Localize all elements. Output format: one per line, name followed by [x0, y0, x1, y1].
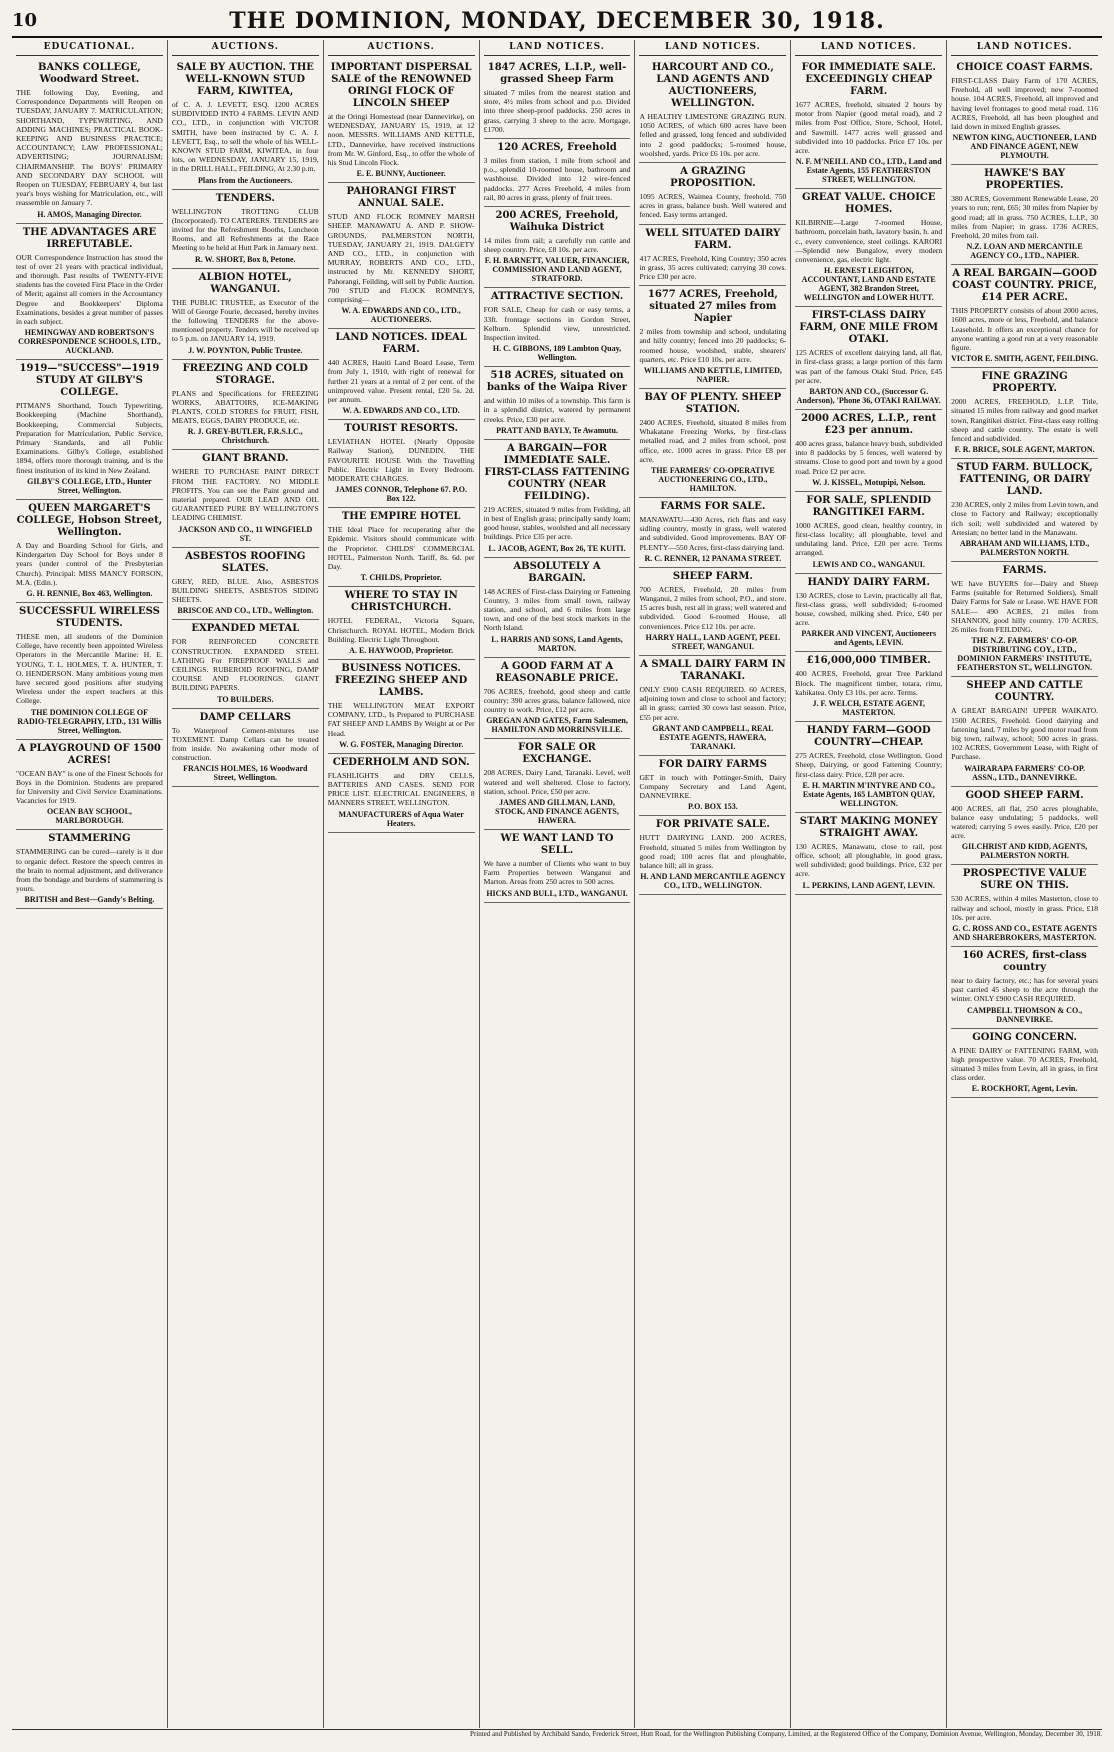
advertisement	[328, 183, 475, 329]
ad-heading: WE WANT LAND TO SELL.	[500, 832, 614, 856]
ad-body: THE PUBLIC TRUSTEE, as Executor of the Will of George Fourie, deceased, hereby invites the following TENDERS for the above-mentioned property. Tenders will be received up to 5 p.m. on JANUARY 14, 1919.	[171, 297, 319, 344]
ad-heading: SALE BY AUCTION. THE WELL-KNOWN STUD FARM, KIWITEA,	[176, 62, 314, 97]
ad-signature: F. R. BRICE, SOLE AGENT, MARTON.	[954, 445, 1095, 455]
advertisement	[951, 865, 1098, 947]
column-heading: AUCTIONS.	[172, 40, 319, 56]
ad-body: THE Ideal Place for recuperating after the Epidemic. Visitors should communicate with the Proprietor. CHILDS' COMMERCIAL HOTEL, Palmerston North. Tariff, 8s. 6d. per Day.	[327, 525, 475, 572]
ad-signature: W. G. FOSTER, Managing Director.	[339, 739, 464, 749]
ad-heading: A BARGAIN—FOR IMMEDIATE SALE. FIRST-CLASS FATTENING COUNTRY (NEAR FEILDING).	[484, 442, 630, 502]
advertisement	[951, 947, 1098, 1029]
advertisement	[951, 677, 1098, 786]
ad-heading: FOR SALE, SPLENDID RANGITIKEI FARM.	[806, 494, 932, 518]
ad-heading: 120 ACRES, Freehold	[497, 142, 617, 154]
column-heading: LAND NOTICES.	[795, 40, 942, 56]
advertisement	[16, 59, 163, 224]
ad-heading: A GRAZING PROPOSITION.	[670, 166, 756, 190]
masthead-title: THE DOMINION, MONDAY, DECEMBER 30, 1918.	[229, 8, 885, 34]
ad-signature: E. ROCKHORT, Agent, Levin.	[971, 1084, 1078, 1094]
ad-heading: ALBION HOTEL, WANGANUI.	[198, 271, 292, 295]
ad-heading: CEDERHOLM AND SON.	[332, 756, 470, 768]
ad-heading: FIRST-CLASS DAIRY FARM, ONE MILE FROM OTAKI.	[799, 310, 939, 346]
ad-signature: WAIRARAPA FARMERS' CO-OP. ASSN., LTD., DANNEVIRKE.	[964, 763, 1086, 782]
masthead	[12, 6, 1102, 38]
ad-signature: F. H. BARNETT, VALUER, FINANCIER, COMMISSION AND LAND AGENT, STRATFORD.	[484, 256, 630, 284]
ad-body: 440 ACRES, Hauiti Land Board Lease, Term from July 1, 1910, with right of renewal for further 21 years at a rental of 2 per cent. of the unimproved value. Present rental, £20 5s. 2d. per annum.	[327, 358, 475, 405]
ad-body: STUD AND FLOCK ROMNEY MARSH SHEEP. MANAWATU A. AND P. SHOW-GROUNDS, PALMERSTON NORTH, TUESDAY, JANUARY 21, 1919. DALGETY AND CO., LTD., in conjunction with MURRAY, ROBERTS AND CO., LTD., instructed by Mr. KENNEDY SHORT, Pahorangi, Feilding, will sell by Public Auction. 700 STUD and FLOCK ROMNEYS, comprising—	[327, 212, 475, 305]
ad-body: and within 10 miles of a township. This farm is in a splendid district, watered by permanent creeks. Price, £30 per acre.	[483, 396, 631, 424]
ad-heading: HANDY DAIRY FARM.	[807, 576, 930, 588]
ad-heading: FARMS FOR SALE.	[660, 501, 766, 513]
ad-heading: WELL SITUATED DAIRY FARM.	[645, 227, 781, 251]
advertisement	[16, 603, 163, 740]
ad-body: 2400 ACRES, Freehold, situated 8 miles from Whakatane Freezing Works, by first-class metalled road, and 2 miles from school, post office, etc. 1000 acres in grass. Price £8 per acre.	[639, 418, 787, 464]
ad-signature: JAMES CONNOR, Telephone 67. P.O. Box 122.	[335, 485, 468, 504]
ad-signature: J. W. POYNTON, Public Trustee.	[188, 345, 303, 355]
ad-body: GREY, RED, BLUE. Also, ASBESTOS BUILDING SHEETS, ASBESTOS SIDING SHEETS.	[171, 576, 319, 605]
ad-body: 1000 ACRES, good clean, healthy country, in first-class locality; all ploughable, level and undulating land. Price, £20 per acre. Terms arranged.	[795, 520, 943, 558]
ad-signature: THE N.Z. FARMERS' CO-OP. DISTRIBUTING COY., LTD., DOMINION FARMERS' INSTITUTE, FEATHERSTON ST., WELLINGTON.	[957, 636, 1093, 673]
ad-heading: START MAKING MONEY STRAIGHT AWAY.	[799, 815, 938, 839]
advertisement	[639, 389, 786, 498]
ad-body: WE have BUYERS for—Dairy and Sheep Farms (suitable for Returned Soldiers), Small Dairy Farms for Sale or Lease. WE HAVE FOR SALE— 490 ACRES, 21 miles from SHANNON, good hilly country. 170 ACRES, 26 miles from FEILDING.	[951, 579, 1099, 635]
ad-signature: J. F. WELCH, ESTATE AGENT, MASTERTON.	[812, 699, 925, 718]
ad-signature: Plans from the Auctioneers.	[198, 175, 293, 185]
ad-signature: H. ERNEST LEIGHTON, ACCOUNTANT, LAND AND ESTATE AGENT, 382 Brandon Street, WELLINGTON and LOWER HUTT.	[801, 266, 936, 303]
imprint: Printed and Published by Archibald Sando, Frederick Street, Hutt Road, for the Wellington Publishing Company, Limited, at the Registered Office of the Company, Dominion Avenue, Wellington, Monday, December 30, 1918.	[470, 1730, 1102, 1738]
ad-heading: 160 ACRES, first-class country	[962, 949, 1087, 973]
ad-body: 1095 ACRES, Waimea County, freehold. 750 acres in grass, balance bush. Well watered and fenced. Easy terms arranged.	[639, 192, 787, 220]
advertisement	[795, 574, 942, 653]
ad-body: at the Oringi Homestead (near Dannevirke), on WEDNESDAY, JANUARY 15, 1919, at 12 noon. MESSRS. WILLIAMS AND KETTLE, LTD., Dannevirke, have received instructions from Mr. W. Ginford, Esq., to offer the whole of his Stud Lincoln Flock.	[327, 112, 475, 168]
ad-heading: SUCCESSFUL WIRELESS STUDENTS.	[19, 605, 160, 629]
ad-body: 380 ACRES, Government Renewable Lease, 20 years to run; rent, £65; 30 miles from Napier by good road; all in grass. 750 ACRES, L.I.P., 30 miles from Napier; in grass. 1736 ACRES, Freehold, 20 miles from rail.	[951, 194, 1099, 241]
ad-signature: H. AND LAND MERCANTILE AGENCY CO., LTD., WELLINGTON.	[640, 872, 786, 891]
ad-signature: JACKSON AND CO., 11 WINGFIELD ST.	[178, 524, 313, 543]
ad-signature: T. CHILDS, Proprietor.	[360, 573, 442, 583]
ad-signature: LEWIS AND CO., WANGANUI.	[812, 559, 925, 569]
advertisement	[795, 189, 942, 307]
ad-heading: GREAT VALUE. CHOICE HOMES.	[801, 192, 936, 216]
column-4	[480, 40, 636, 1728]
ad-signature: TO BUILDERS.	[217, 694, 274, 704]
ad-body: GET in touch with Pottinger-Smith, Dairy Company Secretary and Land Agent, DANNEVIRKE.	[639, 772, 787, 801]
ad-heading: A SMALL DAIRY FARM IN TARANAKI.	[640, 658, 786, 682]
ad-body: WELLINGTON TROTTING CLUB (Incorporated). TO CATERERS. TENDERS are invited for the Refreshment Booths, Luncheon Rooms, and all Refreshments at the Race Meeting to be held at Hutt Park in January next.	[171, 206, 319, 253]
ad-signature: R. J. GREY-BUTLER, F.R.S.I.C., Christchurch.	[187, 427, 303, 446]
ad-signature: L. PERKINS, LAND AGENT, LEVIN.	[802, 880, 935, 890]
ad-heading: ABSOLUTELY A BARGAIN.	[513, 560, 601, 584]
advertisement	[484, 139, 631, 207]
column-6	[791, 40, 947, 1728]
advertisement	[484, 59, 631, 139]
ad-heading: TENDERS.	[215, 192, 275, 204]
advertisement	[484, 440, 631, 558]
ad-heading: IMPORTANT DISPERSAL SALE of the RENOWNED ORINGI FLOCK OF LINCOLN SHEEP	[330, 62, 472, 109]
ad-body: STAMMERING can be cured—rarely is it due to organic defect. Restore the speech centres in the brain to normal adjustment, and deliverance from the bondage and burdens of stammering is yours.	[16, 847, 163, 894]
ad-body: PLANS and Specifications for FREEZING WORKS, ABATTOIRS, ICE-MAKING PLANTS, COLD STORES for FRUIT, FISH, MEATS, EGGS, DAIRY PRODUCE, etc.	[171, 388, 319, 426]
advertisement	[328, 329, 475, 420]
advertisement	[172, 450, 319, 547]
advertisement	[172, 190, 319, 269]
advertisement	[16, 360, 163, 500]
ad-signature: G. C. ROSS AND CO., ESTATE AGENTS AND SHAREBROKERS, MASTERTON.	[952, 923, 1097, 942]
advertisement	[328, 660, 475, 754]
ad-body: 2000 ACRES, FREEHOLD, L.I.P. Title, situated 15 miles from railway and good market town, Rangitikei district. First-class easy rolling sheep and cattle country. The estate is well fenced and subdivided.	[951, 397, 1099, 444]
ad-signature: THE FARMERS' CO-OPERATIVE AUCTIONEERING CO., LTD., HAMILTON.	[651, 466, 775, 494]
ad-signature: NEWTON KING, AUCTIONEER, LAND AND FINANCE AGENT, NEW PLYMOUTH.	[952, 133, 1097, 161]
ad-signature: MANUFACTURERS of Aqua Water Heaters.	[338, 809, 464, 828]
advertisement	[639, 498, 786, 568]
page-number: 10	[12, 10, 38, 31]
advertisement	[639, 816, 786, 895]
ad-signature: HARRY HALL, LAND AGENT, PEEL STREET, WANGANUI.	[645, 632, 781, 651]
ad-heading: BANKS COLLEGE, Woodward Street.	[38, 62, 141, 85]
ad-body: A Day and Boarding School for Girls, and Kindergarten Day School for Boys under 8 years (under control of the Presbyterian Church). Principal: MISS MANCY FORSON, M.A. (Edin.).	[16, 540, 163, 587]
ad-heading: STUD FARM. BULLOCK, FATTENING, OR DAIRY LAND.	[956, 462, 1093, 498]
ad-heading: SHEEP AND CATTLE COUNTRY.	[966, 680, 1083, 704]
advertisement	[795, 652, 942, 722]
ad-body: 706 ACRES, freehold, good sheep and cattle country; 390 acres grass, balance fallowed, nice country to work. Price, £12 per acre.	[483, 686, 631, 715]
advertisement	[484, 739, 631, 830]
advertisement	[795, 307, 942, 410]
ad-signature: CAMPBELL THOMSON & CO., DANNEVIRKE.	[966, 1005, 1083, 1024]
ad-heading: FOR PRIVATE SALE.	[655, 819, 770, 831]
advertisement	[795, 813, 942, 895]
ad-heading: 200 ACRES, Freehold, Waihuka District	[495, 210, 619, 234]
ad-body: A PINE DAIRY or FATTENING FARM, with high prospective value. 70 ACRES, Freehold, situated 3 miles from Levin, all in grass, in first class order.	[951, 1045, 1099, 1083]
advertisement	[639, 568, 786, 656]
advertisement	[16, 740, 163, 831]
ad-body: 1677 ACRES, freehold, situated 2 hours by motor from Napier (good metal road), and 2 miles from Post Office, Store, School, Hotel, and Sawmill. 1477 acres well grassed and subdivided into 10 paddocks. Price £7 10s. per acre.	[795, 100, 943, 156]
ad-signature: JAMES AND GILLMAN, LAND, STOCK, AND FINANCE AGENTS, HAWERA.	[495, 797, 619, 825]
ad-body: THIS PROPERTY consists of about 2000 acres, 1600 acres, more or less, Freehold, and balance Leasehold. It offers an exceptional chance for anyone wanting a good run at a very reasonable figure.	[951, 306, 1099, 353]
ad-heading: FOR DAIRY FARMS	[658, 758, 767, 770]
advertisement	[328, 59, 475, 183]
ad-body: KILBIRNIE—Large 7-roomed House, bathroom, porcelain bath, lavatory basin, h. and c., every convenience, steel ceilings. KARORI—Splendid new Bungalow, every modern convenience, gas, electric light.	[795, 218, 943, 265]
ad-signature: GREGAN AND GATES, Farm Salesmen, HAMILTON AND MORRINSVILLE.	[486, 716, 628, 735]
ad-body: 417 ACRES, Freehold, King Country; 350 acres in grass, 35 acres cultivated; carrying 30 cows. Price £30 per acre.	[639, 253, 787, 282]
ad-body: 2 miles from township and school, undulating and hilly country; fenced into 20 paddocks; 6-roomed house, woolshed, stable, shearers' quarters, etc. Price £10 10s. per acre.	[639, 327, 787, 364]
column-5	[635, 40, 791, 1728]
advertisement	[328, 508, 475, 587]
ad-heading: STAMMERING	[48, 833, 131, 845]
advertisement	[951, 368, 1098, 459]
ad-heading: ATTRACTIVE SECTION.	[490, 291, 624, 303]
ad-heading: 1677 ACRES, Freehold, situated 27 miles from Napier	[647, 289, 778, 325]
ad-heading: FREEZING AND COLD STORAGE.	[182, 362, 308, 386]
ad-heading: 1919—"SUCCESS"—1919 STUDY AT GILBY'S COLLEGE.	[19, 363, 160, 399]
column-heading: LAND NOTICES.	[951, 40, 1098, 56]
column-heading: AUCTIONS.	[328, 40, 475, 56]
ad-signature: H. AMOS, Managing Director.	[37, 209, 142, 219]
ad-body: FIRST-CLASS Dairy Farm of 170 ACRES, Freehold, all well improved; new 7-roomed house. 104 ACRES, Freehold, all improved and having level frontages to good metal road. 116 ACRES, Freehold, all has been ploughed and laid down in mixed English grasses.	[951, 76, 1099, 132]
ad-signature: PARKER AND VINCENT, Auctioneers and Agents, LEVIN.	[801, 629, 937, 648]
ad-signature: GILCHRIST AND KIDD, AGENTS, PALMERSTON NORTH.	[961, 842, 1088, 861]
ad-body: HOTEL FEDERAL, Victoria Square, Christchurch. ROYAL HOTEL, Modern Brick Building. Electric Light Throughout.	[327, 616, 475, 644]
column-heading: LAND NOTICES.	[484, 40, 631, 56]
ad-body: 130 ACRES, Manawatu, close to rail, post office, school; all ploughable, in good grass, well subdivided; good buildings. Price, £32 per acre.	[795, 841, 943, 879]
ad-body: 219 ACRES, situated 9 miles from Feilding, all in best of English grass; principally sandy loam; good house, stables, woolshed and all necessary buildings. Price £35 per acre.	[483, 504, 631, 542]
ad-body: 3 miles from station, 1 mile from school and p.o., splendid 10-roomed house, bathroom and washhouse. Divided into 12 wire-fenced paddocks. 277 Acres Freehold, 4 miles from rail, 80 acres in grass, plenty of fruit trees.	[483, 156, 631, 202]
ad-body: PITMAN'S Shorthand, Touch Typewriting, Bookkeeping (Machine Shorthand), Bookkeeping, Commercial Subjects, Preparation for Matriculation, Public Service, Primary Standards, and all Public Examinations. Gilby's College, established 1894, offers more thorough training, and is the finest institution of its kind in New Zealand.	[16, 401, 163, 475]
ad-body: THE following Day, Evening, and Correspondence Departments will Reopen on TUESDAY, JANUARY 7. MATRICULATION; SHORTHAND, TYPEWRITING, AND ADDING MACHINES; PRACTICAL BOOK-KEEPING AND BUSINESS PRACTICE; ACCOUNTANCY; LAW PROFESSIONAL; ADVERTISING; JOURNALISM; CHAIRMANSHIP. The BOYS' PRIMARY AND SECONDARY DAY SCHOOL will Reopen on TUESDAY, FEBRUARY 4, but last year's boys wishing for Matriculation, etc., will reassemble on January 7.	[16, 88, 163, 208]
ad-signature: N. F. M'NEILL AND CO., LTD., Land and Estate Agents, 155 FEATHERSTON STREET, WELLINGTON.	[795, 157, 942, 185]
ad-body: OUR Correspondence Instruction has stood the test of over 21 years with practical individual, and thorough. Past results of TWENTY-FIVE students has the coveted First Place in the Order of Merit; against all comers in the Accountancy Degree and Bookkeepers' Diploma Examinations, besides a great number of passes in each subject.	[16, 252, 163, 327]
ad-body: 275 ACRES, Freehold, close Wellington. Good Sheep, Dairying, or good Fattening Country; first-class dairy. Price, £28 per acre.	[795, 751, 943, 779]
advertisement	[795, 59, 942, 189]
ad-signature: W. A. EDWARDS AND CO., LTD.	[342, 406, 460, 416]
ad-body: 400 acres grass, balance heavy bush, subdivided into 8 paddocks by 5 fences, well watered by streams. Close to good port and town by a good road. Price £2 per acre.	[795, 439, 943, 476]
advertisement	[795, 410, 942, 492]
ad-signature: VICTOR E. SMITH, AGENT, FEILDING.	[951, 354, 1098, 364]
ad-body: of C. A. J. LEVETT, ESQ. 1200 ACRES SUBDIVIDED INTO 4 FARMS. LEVIN AND CO., LTD., in conjunction with VICTOR SMITH, have been instructed by C. A. J. LEVETT, Esq., to sell the whole of his WELL-KNOWN STUD FARM, KIWITEA, in four lots, on WEDNESDAY, JANUARY 15, 1919, in the DRILL HALL, FEILDING, At 2.30 p.m.	[171, 100, 319, 174]
column-grid	[12, 40, 1102, 1728]
ad-signature: W. J. KISSEL, Motupipi, Nelson.	[812, 477, 926, 487]
advertisement	[172, 709, 319, 788]
ad-body: A GREAT BARGAIN! UPPER WAIKATO. 1500 ACRES, Freehold. Good dairying and fattening land, 7 miles by good motor road from big town, railway, school; 500 acres in grass. 102 ACRES, Government Lease, with Right of Purchase.	[951, 706, 1099, 762]
ad-heading: WHERE TO STAY IN CHRISTCHURCH.	[344, 590, 458, 614]
ad-heading: TOURIST RESORTS.	[344, 423, 459, 435]
advertisement	[639, 286, 786, 389]
ad-signature: FRANCIS HOLMES, 16 Woodward Street, Wellington.	[183, 764, 308, 783]
ad-heading: DAMP CELLARS	[199, 711, 291, 723]
footer	[12, 1729, 1102, 1748]
advertisement	[16, 500, 163, 603]
advertisement	[328, 754, 475, 833]
column-heading: LAND NOTICES.	[639, 40, 786, 56]
ad-body: THE WELLINGTON MEAT EXPORT COMPANY, LTD., Is Prepared to PURCHASE FAT SHEEP AND LAMBS By Weight at or Per Head.	[327, 700, 475, 738]
advertisement	[795, 722, 942, 813]
ad-body: FOR REINFORCED CONCRETE CONSTRUCTION. EXPANDED STEEL LATHING For FIREPROOF WALLS and CEILINGS. RUBEROID ROOFING, DAMP COURSE AND FLOORINGS. GIANT BUILDING PAPERS.	[171, 637, 319, 693]
ad-signature: HICKS AND BULL, LTD., WANGANUI.	[486, 888, 628, 898]
ad-signature: L. HARRIS AND SONS, Land Agents, MARTON.	[491, 634, 623, 653]
ad-heading: £16,000,000 TIMBER.	[806, 655, 931, 667]
ad-body: 208 ACRES, Dairy Land, Taranaki. Level, well watered and well sheltered. Close to factory, station, school. Price, £50 per acre.	[483, 768, 631, 796]
ad-heading: HAWKE'S BAY PROPERTIES.	[984, 168, 1066, 192]
ad-body: 400 ACRES, Freehold, great Tree Parkland Block. The magnificent timber, totara, rimu, kahikatea. Only £3 10s. per acre. Terms.	[795, 669, 943, 697]
ad-body: ONLY £900 CASH REQUIRED. 60 ACRES, adjoining town and close to school and factory; all in grass; carried 30 cows last season. Price, £55 per acre.	[639, 684, 787, 722]
advertisement	[172, 360, 319, 451]
ad-heading: EXPANDED METAL	[191, 623, 300, 635]
ad-signature: BRISCOE AND CO., LTD., Wellington.	[177, 606, 314, 616]
ad-heading: FINE GRAZING PROPERTY.	[981, 371, 1068, 395]
ad-heading: CHOICE COAST FARMS.	[956, 62, 1093, 73]
ad-heading: THE ADVANTAGES ARE IRREFUTABLE.	[22, 226, 157, 250]
ad-heading: A REAL BARGAIN—GOOD COAST COUNTRY. PRICE, £14 PER ACRE.	[952, 268, 1098, 304]
ad-body: WHERE TO PURCHASE PAINT DIRECT FROM THE FACTORY. NO MIDDLE PROFITS. You can see the Paint ground and material prepared. OUR LEAD AND OIL GUARANTEED PURE BY WELLINGTON'S LEADING CHEMIST.	[171, 467, 319, 523]
advertisement	[16, 224, 163, 361]
column-1	[12, 40, 168, 1728]
ad-heading: GIANT BRAND.	[202, 453, 289, 465]
ad-signature: P.O. BOX 153.	[688, 802, 738, 812]
ad-heading: FOR IMMEDIATE SALE. EXCEEDINGLY CHEAP FARM.	[801, 62, 936, 97]
ad-signature: GRANT AND CAMPBELL, REAL ESTATE AGENTS, HAWERA, TARANAKI.	[652, 723, 774, 751]
column-3	[324, 40, 480, 1728]
ad-body: situated 7 miles from the nearest station and store, 4½ miles from school and p.o. Divided into three sheep-proof paddocks. 250 acres in grass, carrying 3 sheep to the acre. Mortgage, £1700.	[483, 88, 631, 134]
ad-heading: BAY OF PLENTY. SHEEP STATION.	[644, 392, 782, 416]
ad-heading: FOR SALE OR EXCHANGE.	[518, 742, 596, 766]
advertisement	[639, 225, 786, 287]
advertisement	[484, 658, 631, 740]
advertisement	[795, 492, 942, 574]
ad-signature: G. H. RENNIE, Box 463, Wellington.	[26, 588, 153, 598]
ad-signature: OCEAN BAY SCHOOL, MARLBOROUGH.	[46, 807, 132, 826]
advertisement	[639, 59, 786, 163]
ad-signature: E. H. MARTIN M'INTYRE AND CO., Estate Agents, 165 LAMBTON QUAY, WELLINGTON.	[802, 780, 935, 808]
advertisement	[16, 830, 163, 909]
advertisement	[484, 558, 631, 658]
ad-body: 400 ACRES, all flat, 250 acres ploughable, balance easy undulating; 5 paddocks, well watered; carrying 5 ewes easily. Price, £20 per acre.	[951, 803, 1099, 841]
ad-body: HUTT DAIRYING LAND. 200 ACRES, Freehold, situated 5 miles from Wellington by good road; 100 acres flat and ploughable, balance hill; all in grass.	[639, 833, 787, 870]
column-7	[947, 40, 1102, 1728]
ad-heading: A PLAYGROUND OF 1500 ACRES!	[17, 742, 161, 766]
ad-heading: 518 ACRES, situated on banks of the Waipa River	[486, 370, 628, 394]
ad-body: 148 ACRES of First-class Dairying or Fattening Country, 3 miles from small town, railway station, and school, and 6 miles from large town, and one of the best stock markets in the North Island.	[483, 586, 631, 633]
advertisement	[951, 265, 1098, 368]
ad-signature: GILBY'S COLLEGE, LTD., Hunter Street, Wellington.	[27, 476, 152, 495]
ad-heading: 1847 ACRES, L.I.P., well-grassed Sheep Farm	[487, 62, 627, 85]
ad-body: 125 ACRES of excellent dairying land, all flat, in first-class grass; a large portion of this farm was part of the famous Otaki Stud. Price, £45 per acre.	[795, 348, 943, 385]
advertisement	[951, 59, 1098, 165]
ad-signature: HEMINGWAY AND ROBERTSON'S CORRESPONDENCE SCHOOLS, LTD., AUCKLAND.	[18, 328, 161, 356]
advertisement	[172, 59, 319, 190]
ad-signature: E. E. BUNNY, Auctioneer.	[356, 169, 446, 179]
ad-body: 130 ACRES, close to Levin, practically all flat, first-class grass, well subdivided; 6-roomed house, cowshed, milking shed. Price, £40 per acre.	[795, 590, 943, 628]
ad-body: FLASHLIGHTS and DRY CELLS, BATTERIES AND CASES. SEND FOR PRICE LIST. ELECTRICAL ENGINEERS, 8 MANNERS STREET, WELLINGTON.	[327, 770, 475, 808]
ad-body: 230 ACRES, only 2 miles from Levin town, and close to Factory and Railway; exceptionally rich soil; well subdivided and watered by Artesian; no better land in the Manawatu.	[951, 500, 1099, 537]
advertisement	[484, 207, 631, 288]
ad-heading: 2000 ACRES, L.I.P., rent £23 per annum.	[801, 413, 937, 437]
ad-heading: BUSINESS NOTICES. FREEZING SHEEP AND LAMBS.	[335, 662, 468, 698]
advertisement	[172, 620, 319, 708]
column-2	[168, 40, 324, 1728]
ad-body: 700 ACRES, Freehold, 20 miles from Wanganui, 2 miles from school, P.O., and store. 15 acres bush, rest all in grass; well watered and subdivided. Good 6-roomed House, all conveniences. Price £12 10s. per acre.	[639, 584, 787, 631]
ad-heading: GOOD SHEEP FARM.	[965, 789, 1084, 801]
column-heading: EDUCATIONAL.	[16, 40, 163, 56]
ad-body: near to dairy factory, etc.; has for several years past carried 45 sheep to the acre through the winter. ONLY £900 CASH REQUIRED.	[951, 975, 1099, 1004]
ad-heading: PAHORANGI FIRST ANNUAL SALE.	[346, 186, 456, 210]
advertisement	[951, 165, 1098, 265]
ad-heading: QUEEN MARGARET'S COLLEGE, Hobson Street, Wellington.	[16, 502, 163, 538]
ad-heading: HANDY FARM—GOOD COUNTRY—CHEAP.	[806, 725, 931, 749]
advertisement	[484, 830, 631, 903]
ad-signature: BRITISH and Best—Gandy's Belting.	[24, 895, 155, 905]
ad-heading: LAND NOTICES. IDEAL FARM.	[335, 332, 467, 356]
advertisement	[639, 656, 786, 756]
ad-heading: FARMS.	[1002, 565, 1047, 577]
advertisement	[172, 269, 319, 360]
ad-body: To Waterproof Cement-mixtures use TOXEMENT. Damp Cellars can be treated from inside. No awakening other mode of construction.	[171, 725, 319, 763]
ad-heading: A GOOD FARM AT A REASONABLE PRICE.	[495, 660, 619, 684]
ad-body: THESE men, all students of the Dominion College, have recently been appointed Wireless Operators in the Mercantile Marine: H. E. YOUNG, T. L. HOLMES, T. A. HUNTER, T. O. HENDERSON. Many ambitious young men have secured good positions after studying Wireless under the expert teachers at this College.	[16, 631, 163, 706]
ad-body: LEVIATHAN HOTEL (Nearly Opposite Railway Station), DUNEDIN. THE FAVOURITE HOUSE With the Travelling Public. Electric Light in Every Bedroom. MODERATE CHARGES.	[327, 437, 475, 484]
ad-signature: A. E. HAYWOOD, Proprietor.	[349, 645, 454, 655]
ad-signature: N.Z. LOAN AND MERCANTILE AGENCY CO., LTD., NAPIER.	[966, 242, 1083, 261]
advertisement	[639, 756, 786, 817]
ad-body: "OCEAN BAY" is one of the Finest Schools for Boys in the Dominion. Students are prepared for University and Civil Service Examinations. Vacancies for 1919.	[16, 768, 163, 806]
ad-body: 530 ACRES, within 4 miles Masterton, close to railway and school, mostly in grass. Price, £18 10s. per acre.	[951, 894, 1099, 922]
ad-signature: PRATT AND BAYLY, Te Awamutu.	[496, 425, 618, 435]
ad-heading: PROSPECTIVE VALUE SURE ON THIS.	[962, 868, 1087, 892]
advertisement	[951, 562, 1098, 677]
ad-signature: ABRAHAM AND WILLIAMS, LTD., PALMERSTON NORTH.	[959, 539, 1090, 558]
advertisement	[328, 420, 475, 508]
ad-signature: R. C. RENNER, 12 PANAMA STREET.	[644, 553, 782, 563]
ad-body: 14 miles from rail; a carefully run cattle and sheep country. Price, £8 10s. per acre.	[483, 236, 631, 255]
ad-body: We have a number of Clients who want to buy Farm Properties between Wanganui and Marton. Areas from 250 acres to 500 acres.	[483, 858, 631, 887]
advertisement	[951, 787, 1098, 866]
advertisement	[951, 459, 1098, 562]
advertisement	[172, 548, 319, 621]
ad-heading: HARCOURT AND CO., LAND AGENTS AND AUCTIONEERS, WELLINGTON.	[651, 62, 774, 109]
advertisement	[951, 1029, 1098, 1099]
ad-body: MANAWATU—430 Acres, rich flats and easy sidling country, mostly in grass, well watered and subdivided. Good improvements. BAY OF PLENTY—550 Acres, first-class dairying land.	[639, 515, 787, 552]
advertisement	[484, 288, 631, 367]
ad-signature: THE DOMINION COLLEGE OF RADIO-TELEGRAPHY, LTD., 131 Willis Street, Wellington.	[17, 707, 162, 735]
advertisement	[328, 587, 475, 660]
ad-heading: THE EMPIRE HOTEL	[341, 511, 461, 523]
ad-heading: GOING CONCERN.	[972, 1031, 1077, 1043]
ad-heading: SHEEP FARM.	[672, 570, 753, 582]
advertisement	[484, 367, 631, 440]
ad-signature: L. JACOB, AGENT, Box 26, TE KUITI.	[488, 543, 626, 553]
ad-body: FOR SALE, Cheap for cash or easy terms, a 33ft. frontage sections in Gordon Street, Kelburn. Splendid view, unrestricted. Inspection invited.	[483, 305, 631, 343]
ad-body: A HEALTHY LIMESTONE GRAZING RUN. 1050 ACRES, of which 600 acres have been felled and grassed, long fenced and subdivided into 2 good paddocks; 5-roomed house, woolshed, yards. Price £6 10s. per acre.	[639, 112, 787, 158]
ad-signature: R. W. SHORT, Box 8, Petone.	[195, 254, 296, 264]
ad-signature: BARTON AND CO., (Successor G. Anderson), 'Phone 36, OTAKI RAILWAY.	[796, 387, 941, 406]
ad-signature: WILLIAMS AND KETTLE, LIMITED, NAPIER.	[643, 366, 782, 385]
ad-signature: W. A. EDWARDS AND CO., LTD., AUCTIONEERS.	[341, 306, 461, 325]
ad-heading: ASBESTOS ROOFING SLATES.	[185, 550, 306, 574]
advertisement	[639, 163, 786, 225]
ad-signature: H. C. GIBBONS, 189 Lambton Quay, Wellington.	[492, 344, 622, 363]
